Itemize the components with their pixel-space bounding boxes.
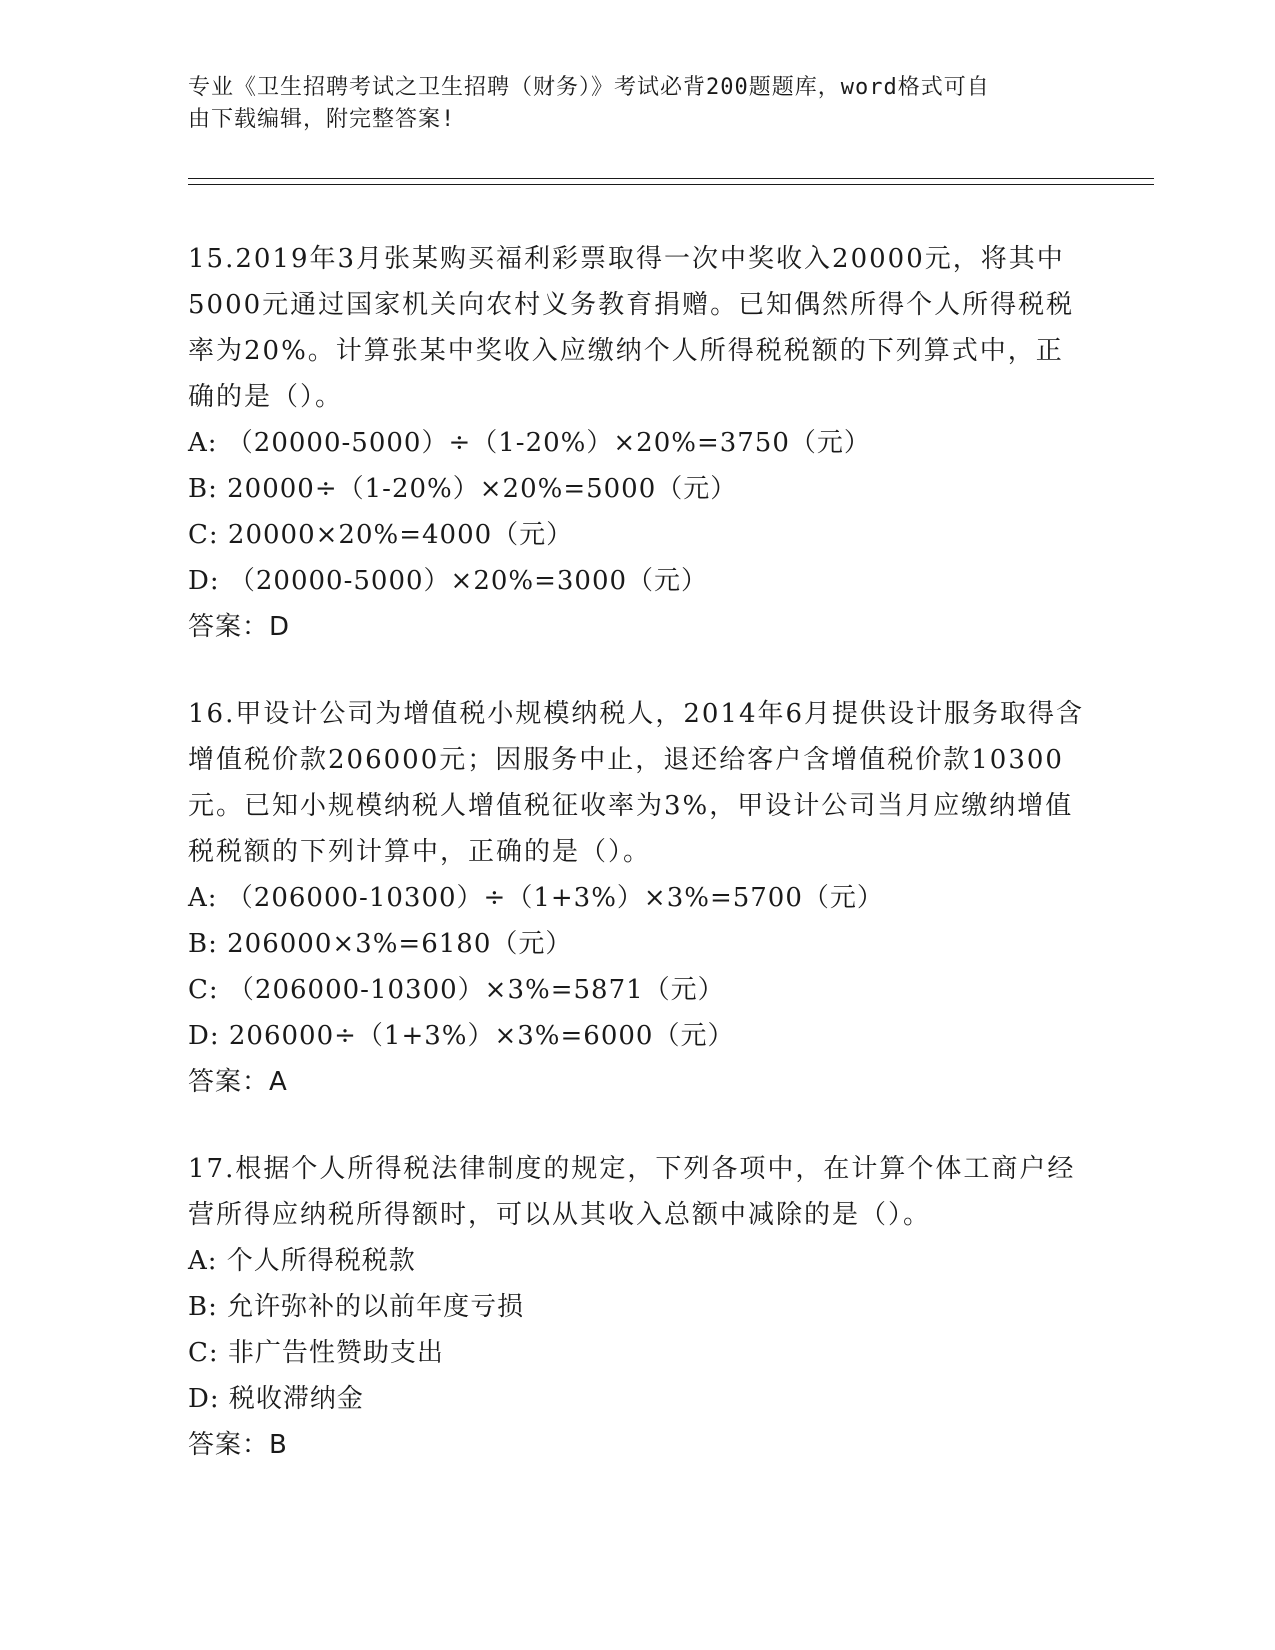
question-17 — [188, 1146, 1088, 1468]
option-c: C: 20000×20%=4000（元） — [188, 520, 574, 550]
question-15 — [188, 236, 1088, 650]
question-stem: 17.根据个人所得税法律制度的规定，下列各项中，在计算个体工商户经营所得应纳税所得额时，可以从其收入总额中减除的是（）。 — [188, 1154, 1076, 1230]
question-16 — [188, 691, 1088, 1105]
question-stem: 16.甲设计公司为增值税小规模纳税人，2014年6月提供设计服务取得含增值税价款206000元；因服务中止，退还给客户含增值税价款10300元。已知小规模纳税人增值税征收率为3%，甲设计公司当月应缴纳增值税税额的下列计算中，正确的是（）。 — [188, 699, 1085, 867]
option-b: B: 20000÷（1-20%）×20%=5000（元） — [188, 474, 738, 504]
option-a: A: 个人所得税税款 — [188, 1246, 416, 1276]
header-divider-bottom — [188, 184, 1154, 185]
option-a: A: （206000-10300）÷（1+3%）×3%=5700（元） — [188, 883, 884, 913]
option-b: B: 206000×3%=6180（元） — [188, 929, 573, 959]
option-d: D: 206000÷（1+3%）×3%=6000（元） — [188, 1021, 735, 1051]
header-divider-top — [188, 178, 1154, 179]
document-header — [188, 72, 1088, 136]
question-stem: 15.2019年3月张某购买福利彩票取得一次中奖收入20000元，将其中5000元通过国家机关向农村义务教育捐赠。已知偶然所得个人所得税税率为20%。计算张某中奖收入应缴纳个人所得税税额的下列算式中，正确的是（）。 — [188, 244, 1075, 412]
answer-label: 答案：B — [188, 1430, 288, 1460]
option-d: D: 税收滞纳金 — [188, 1384, 364, 1414]
header-line-2: 由下载编辑，附完整答案! — [188, 107, 456, 132]
option-a: A: （20000-5000）÷（1-20%）×20%=3750（元） — [188, 428, 871, 458]
option-b: B: 允许弥补的以前年度亏损 — [188, 1292, 525, 1322]
option-d: D: （20000-5000）×20%=3000（元） — [188, 566, 709, 596]
answer-label: 答案：D — [188, 612, 291, 642]
option-c: C: （206000-10300）×3%=5871（元） — [188, 975, 725, 1005]
answer-label: 答案：A — [188, 1067, 288, 1097]
option-c: C: 非广告性赞助支出 — [188, 1338, 444, 1368]
header-line-1: 专业《卫生招聘考试之卫生招聘（财务）》考试必背200题题库，word格式可自 — [188, 75, 990, 100]
